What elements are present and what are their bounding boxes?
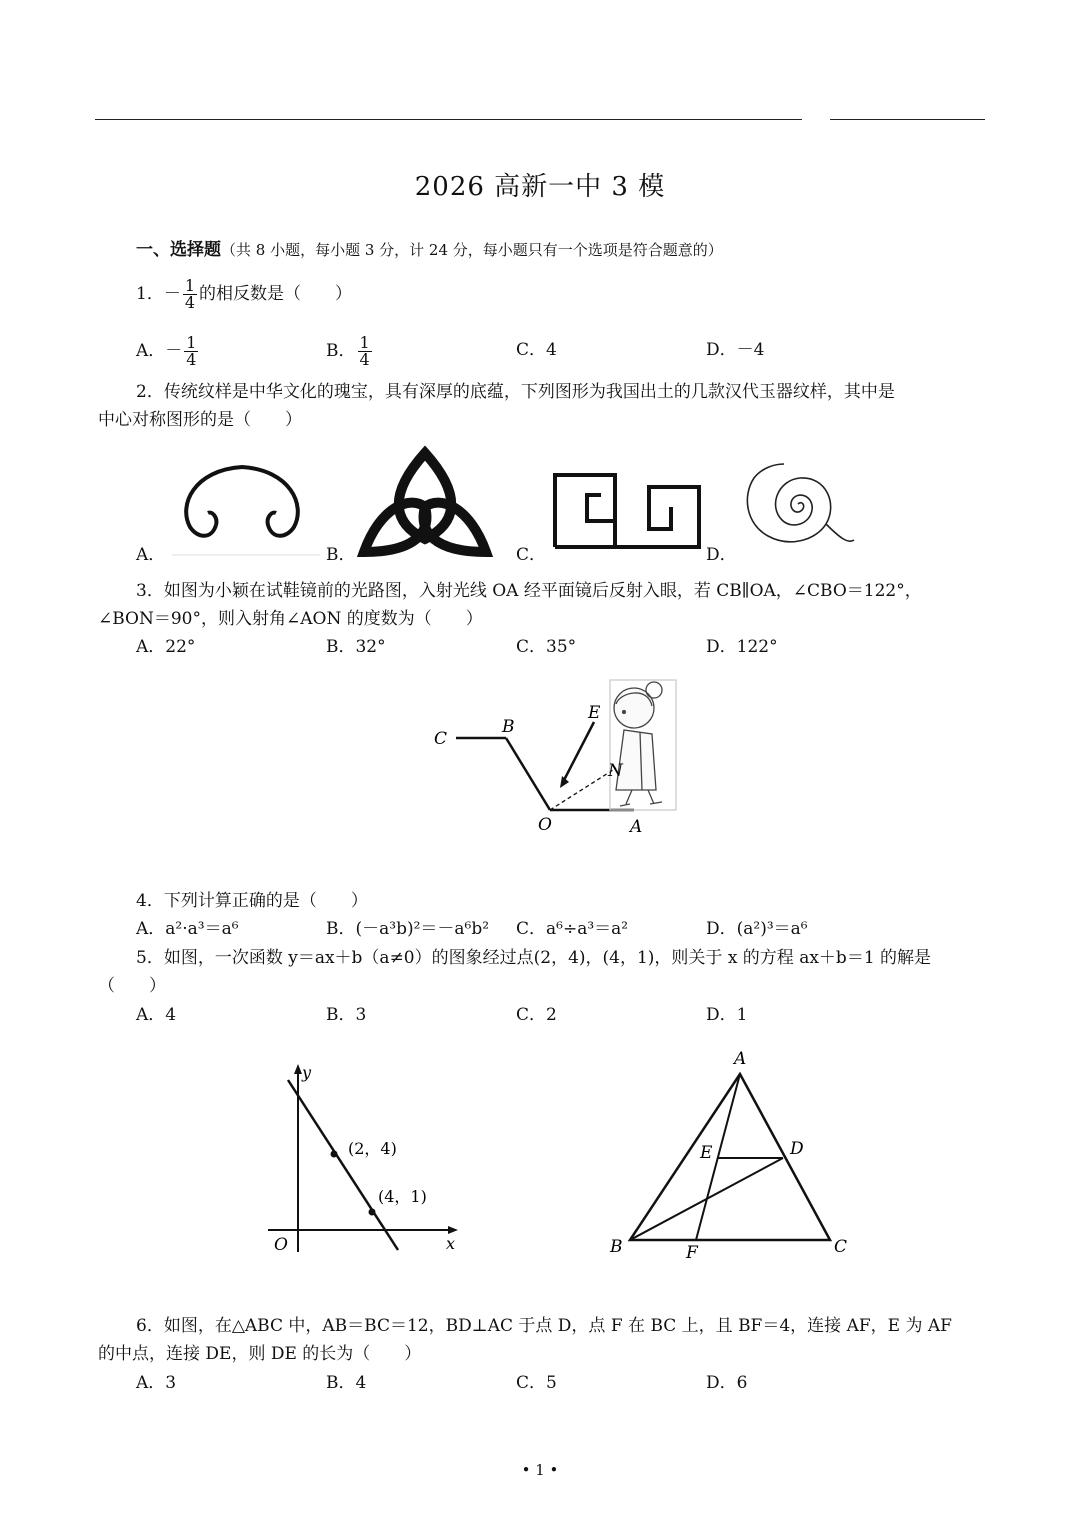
q6-label-c: C	[834, 1237, 848, 1257]
q5-option-d: D．1	[706, 1005, 748, 1025]
q3-option-c: C．35°	[516, 637, 577, 657]
q3-option-b: B．32°	[326, 637, 386, 657]
q3-segment-bo	[506, 738, 550, 810]
q3-label-c: C	[434, 729, 448, 749]
q1-a-num: 1	[186, 333, 197, 352]
q1-number: 1．	[136, 284, 164, 304]
q6-stem-line1: 6．如图，在△ABC 中，AB＝BC＝12，BD⊥AC 于点 D，点 F 在 BC 上，且 BF＝4，连接 AF，E 为 AF	[136, 1316, 952, 1336]
q6-segment-bd	[630, 1158, 783, 1240]
q1-b-num: 1	[359, 333, 370, 352]
q3-light-path-figure	[420, 672, 690, 842]
q3-label-b: B	[502, 717, 515, 737]
q3-ray-eo	[562, 722, 594, 784]
q1-option-b	[326, 335, 374, 368]
q4-option-b: B．(－a³b)²＝－a⁶b²	[326, 919, 490, 939]
q5-stem-line1: 5．如图，一次函数 y＝ax＋b（a≠0）的图象经过点(2，4)，(4，1)，则关于 x 的方程 ax＋b＝1 的解是	[136, 948, 932, 968]
q6-option-b: B．4	[326, 1373, 367, 1393]
q3-label-n: N	[608, 761, 623, 781]
q1-option-a	[136, 335, 200, 368]
q6-option-c: C．5	[516, 1373, 557, 1393]
page-title: 2026 高新一中 3 模	[414, 172, 666, 202]
q1-frac-den: 4	[184, 293, 196, 312]
q2-stem-line1: 2．传统纹样是中华文化的瑰宝，具有深厚的底蕴，下列图形为我国出土的几款汉代玉器纹样，其中是	[136, 382, 895, 402]
q3-label-a: A	[630, 817, 643, 837]
header-rule-left	[95, 119, 802, 120]
q1-b-fraction	[358, 335, 372, 368]
q2-option-d: D．	[706, 545, 737, 565]
q2-pattern-d	[740, 460, 860, 560]
q5-label-o: O	[274, 1235, 288, 1255]
q6-label-b: B	[610, 1237, 623, 1257]
q3-stem-line1: 3．如图为小颖在试鞋镜前的光路图，入射光线 OA 经平面镜后反射入眼，若 CB∥OA，∠CBO＝122°，	[136, 581, 922, 601]
q3-stem-line2: ∠BON＝90°，则入射角∠AON 的度数为（ ）	[98, 609, 483, 629]
q3-option-a: A．22°	[136, 637, 196, 657]
q5-y-arrow	[294, 1064, 302, 1074]
q4-stem: 4．下列计算正确的是（ ）	[136, 891, 368, 911]
q4-option-a: A．a²·a³＝a⁶	[136, 919, 239, 939]
q5-point-4-1	[369, 1209, 376, 1216]
q3-label-e: E	[588, 703, 601, 723]
section-heading	[136, 236, 723, 264]
q6-option-d: D．6	[706, 1373, 748, 1393]
q6-triangle-figure	[608, 1044, 858, 1264]
q5-option-c: C．2	[516, 1005, 557, 1025]
q5-label-y: y	[302, 1063, 312, 1082]
q2-option-b: B．	[326, 545, 356, 565]
q4-option-c: C．a⁶÷a³＝a²	[516, 919, 629, 939]
q1-a-fraction	[184, 335, 198, 368]
q1-option-d: D．－4	[706, 340, 765, 360]
q6-label-e: E	[700, 1143, 713, 1163]
q4-option-d: D．(a²)³＝a⁶	[706, 919, 808, 939]
q5-option-a: A．4	[136, 1005, 177, 1025]
q5-linear-function-graph	[262, 1062, 472, 1262]
header-rule-right	[830, 119, 985, 120]
q2-pattern-b	[360, 447, 490, 562]
q1-b-den: 4	[359, 350, 370, 369]
q6-option-a: A．3	[136, 1373, 177, 1393]
q2-option-a: A．	[136, 545, 166, 565]
q6-label-f: F	[686, 1243, 698, 1263]
q3-label-o: O	[538, 815, 552, 835]
q5-x-arrow	[448, 1226, 458, 1234]
q1-option-c: C．4	[516, 340, 557, 360]
q2-pattern-a	[172, 455, 320, 560]
q3-dashed-on	[550, 768, 616, 810]
q6-stem-line2: 的中点，连接 DE，则 DE 的长为（ ）	[98, 1344, 422, 1364]
q5-option-b: B．3	[326, 1005, 367, 1025]
q1-b-label: B．	[326, 341, 356, 361]
q1-text: 的相反数是（ ）	[199, 284, 353, 304]
q1-a-den: 4	[186, 350, 197, 369]
section-note: （共 8 小题，每小题 3 分，计 24 分，每小题只有一个选项是符合题意的）	[221, 241, 723, 259]
q2-option-c: C．	[516, 545, 547, 565]
q5-point-2-4	[331, 1151, 338, 1158]
q1-a-label: A．	[136, 341, 166, 361]
q1-a-neg: －	[165, 341, 183, 361]
q5-label-p2: (4，1)	[378, 1187, 427, 1206]
q1-stem	[136, 278, 352, 311]
q3-option-d: D．122°	[706, 637, 778, 657]
q1-frac-num: 1	[184, 276, 196, 295]
q5-stem-line2: （ ）	[98, 976, 166, 996]
q5-label-x: x	[446, 1234, 456, 1253]
q1-neg: －	[163, 284, 181, 304]
q2-pattern-c	[553, 471, 703, 551]
section-heading-label: 一、选择题	[136, 240, 221, 260]
page-number: • 1 •	[521, 1461, 559, 1479]
q5-label-p1: (2，4)	[348, 1139, 397, 1158]
q1-fraction	[183, 278, 197, 311]
q2-curl-left-hook	[208, 513, 216, 525]
q6-label-a: A	[734, 1049, 747, 1069]
q5-function-line	[288, 1080, 398, 1250]
q2-stem-line2: 中心对称图形的是（ ）	[98, 410, 302, 430]
q6-label-d: D	[790, 1139, 804, 1159]
q2-curl-shape	[186, 467, 298, 536]
q3-girl-illustration	[610, 680, 676, 810]
